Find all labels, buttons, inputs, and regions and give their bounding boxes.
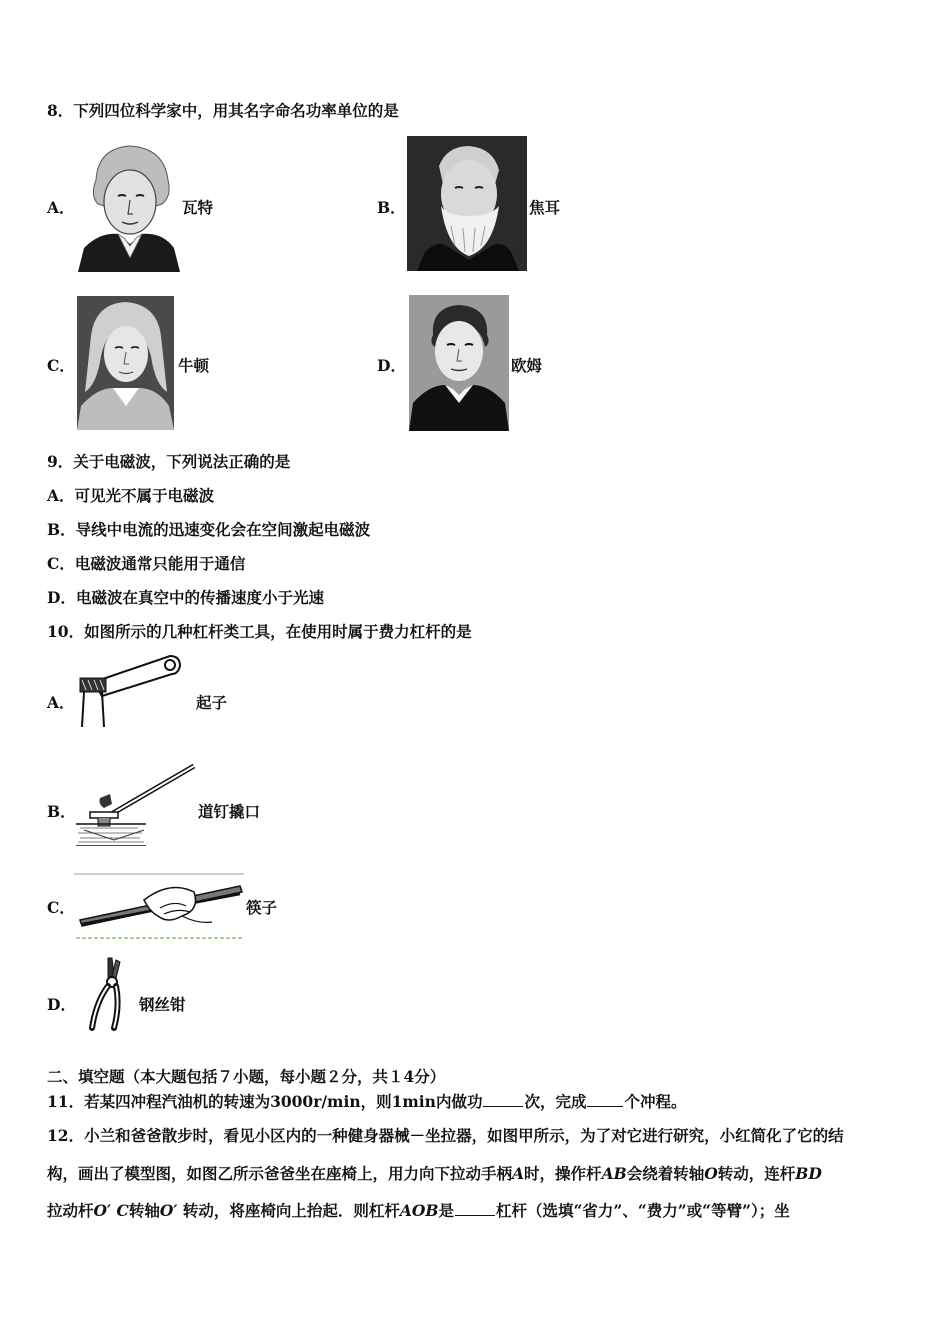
q8-option-d-label: D． [377, 356, 406, 375]
q8-option-c-label: C． [47, 356, 75, 375]
q12-var-bd: BD [795, 1164, 822, 1183]
q9-stem: 9．关于电磁波，下列说法正确的是 [47, 452, 291, 471]
q10-option-a-label: A． [47, 693, 75, 712]
q12-var-opc: O′ C [93, 1201, 129, 1220]
q8-option-a-name: 瓦特 [182, 198, 214, 217]
q10-option-d-name: 钢丝钳 [139, 995, 186, 1014]
q10-option-a-name: 起子 [196, 693, 228, 712]
q12-line3-e: 杠杆（选填“省力”、“费力”或“等臂”）；坐 [496, 1201, 790, 1220]
q8-option-b-name: 焦耳 [529, 198, 561, 217]
q11-part2: 次，完成 [524, 1092, 587, 1111]
q10-option-c-name: 筷子 [246, 898, 278, 917]
spike-crowbar-figure [74, 764, 198, 846]
joule-portrait [407, 136, 527, 271]
pliers-figure [84, 956, 130, 1032]
q9-option-a: A．可见光不属于电磁波 [47, 486, 215, 505]
q8-option-c-name: 牛顿 [178, 356, 210, 375]
q12-line3-b: 转轴 [128, 1201, 160, 1220]
q12-line2-a: 构，画出了模型图，如图乙所示爸爸坐在座椅上，用力向下拉动手柄 [47, 1164, 513, 1183]
q11-text [47, 1092, 686, 1112]
q9-option-c: C．电磁波通常只能用于通信 [47, 554, 246, 573]
q12-line2 [47, 1164, 822, 1184]
q9-option-d: D．电磁波在真空中的传播速度小于光速 [47, 588, 324, 607]
q11-part1: 11．若某四冲程汽油机的转速为3000r/min，则1min内做功 [47, 1092, 483, 1111]
q10-option-c-label: C． [47, 898, 75, 917]
q8-option-a-label: A． [47, 198, 75, 217]
q11-part3: 个冲程。 [624, 1092, 687, 1111]
q10-option-b-label: B． [47, 802, 76, 821]
q10-option-b-name: 道钉撬口 [198, 802, 261, 821]
q12-line2-b: 时，操作杆 [524, 1164, 602, 1183]
newton-portrait [77, 296, 174, 430]
q11-blank-1[interactable] [483, 1092, 523, 1107]
section2-heading: 二、填空题（本大题包括７小题，每小题２分，共１4分） [47, 1067, 446, 1086]
q9-option-b: B．导线中电流的迅速变化会在空间激起电磁波 [47, 520, 371, 539]
q12-line2-c: 会绕着转轴 [626, 1164, 705, 1183]
q8-option-b-label: B． [377, 198, 406, 217]
watt-portrait [78, 140, 180, 272]
q12-line3 [47, 1201, 790, 1221]
q8-option-d-name: 欧姆 [511, 356, 543, 375]
q12-blank-1[interactable] [455, 1201, 495, 1216]
q8-stem: 8．下列四位科学家中，用其名字命名功率单位的是 [47, 101, 399, 120]
q11-blank-2[interactable] [587, 1092, 623, 1107]
q12-line3-d: 是 [438, 1201, 455, 1220]
chopsticks-figure [74, 872, 246, 942]
q10-stem: 10．如图所示的几种杠杆类工具，在使用时属于费力杠杆的是 [47, 622, 472, 641]
q12-var-op: O′ [159, 1201, 178, 1220]
q12-line2-d: 转动，连杆 [717, 1164, 796, 1183]
ohm-portrait [409, 295, 509, 431]
q12-line3-a: 拉动杆 [47, 1201, 94, 1220]
q12-var-aob: AOB [399, 1201, 439, 1220]
q12-var-o: O [704, 1164, 718, 1183]
q12-line3-c: 转动，将座椅向上抬起．则杠杆 [177, 1201, 400, 1220]
q10-option-d-label: D． [47, 995, 76, 1014]
q12-var-ab: AB [601, 1164, 627, 1183]
q12-var-a: A [512, 1164, 525, 1183]
bottle-opener-figure [74, 652, 184, 727]
q12-line1: 12．小兰和爸爸散步时，看见小区内的一种健身器械－坐拉器，如图甲所示，为了对它进行研究，小红简化了它的结 [47, 1126, 844, 1145]
